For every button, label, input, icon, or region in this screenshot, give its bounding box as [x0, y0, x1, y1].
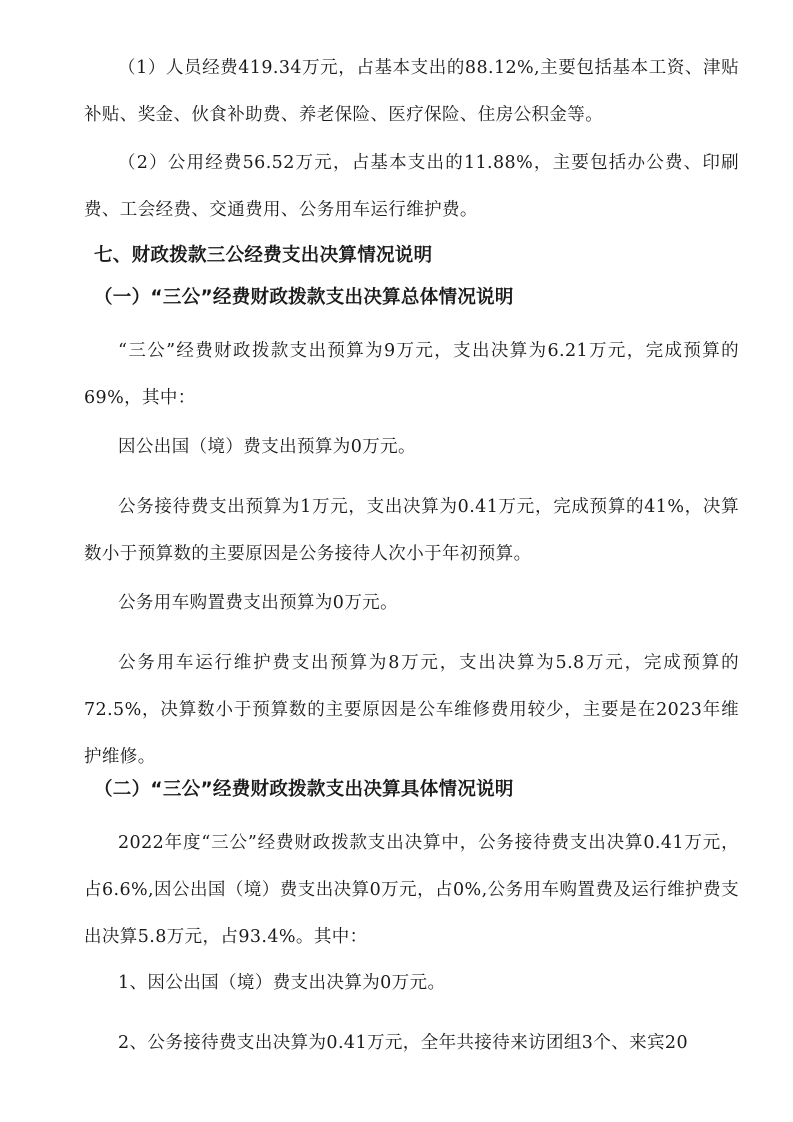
- subsection-heading-detail: （二）“三公”经费财政拨款支出决算具体情况说明: [94, 779, 514, 800]
- paragraph-vehicle-maintenance-budget: 公务用车运行维护费支出预算为8万元，支出决算为5.8万元，完成预算的72.5%，决算数小于预算数的主要原因是公车维修费用较少，主要是在2023年维护维修。: [84, 653, 739, 767]
- paragraph-overseas-budget: 因公出国（境）费支出预算为0万元。: [118, 437, 416, 457]
- paragraph-public-expenses: （2）公用经费56.52万元，占基本支出的11.88%，主要包括办公费、印刷费、工会经费、交通费用、公务用车运行维护费。: [84, 153, 739, 220]
- paragraph-personnel-expenses: （1）人员经费419.34万元，占基本支出的88.12%,主要包括基本工资、津贴补贴、奖金、伙食补助费、养老保险、医疗保险、住房公积金等。: [84, 58, 739, 125]
- paragraph-vehicle-purchase-budget: 公务用车购置费支出预算为0万元。: [118, 593, 399, 613]
- paragraph-detail-summary: 2022年度“三公”经费财政拨款支出决算中，公务接待费支出决算0.41万元，占6.6%,因公出国（境）费支出决算0万元，占0%,公务用车购置费及运行维护费支出决算5.8万元，占93.4%。其中：: [84, 833, 739, 947]
- section-heading-three-public-expenses: 七、财政拨款三公经费支出决算情况说明: [94, 245, 433, 266]
- list-item-overseas-expense: 1、因公出国（境）费支出决算为0万元。: [118, 973, 446, 993]
- list-item-reception-expense: 2、公务接待费支出决算为0.41万元，全年共接待来访团组3个、来宾20: [118, 1033, 688, 1053]
- paragraph-reception-budget: 公务接待费支出预算为1万元，支出决算为0.41万元，完成预算的41%，决算数小于预算数的主要原因是公务接待人次小于年初预算。: [84, 497, 739, 564]
- paragraph-overall-budget: “三公”经费财政拨款支出预算为9万元，支出决算为6.21万元，完成预算的69%，其中：: [84, 341, 739, 408]
- subsection-heading-overall: （一）“三公”经费财政拨款支出决算总体情况说明: [94, 287, 514, 308]
